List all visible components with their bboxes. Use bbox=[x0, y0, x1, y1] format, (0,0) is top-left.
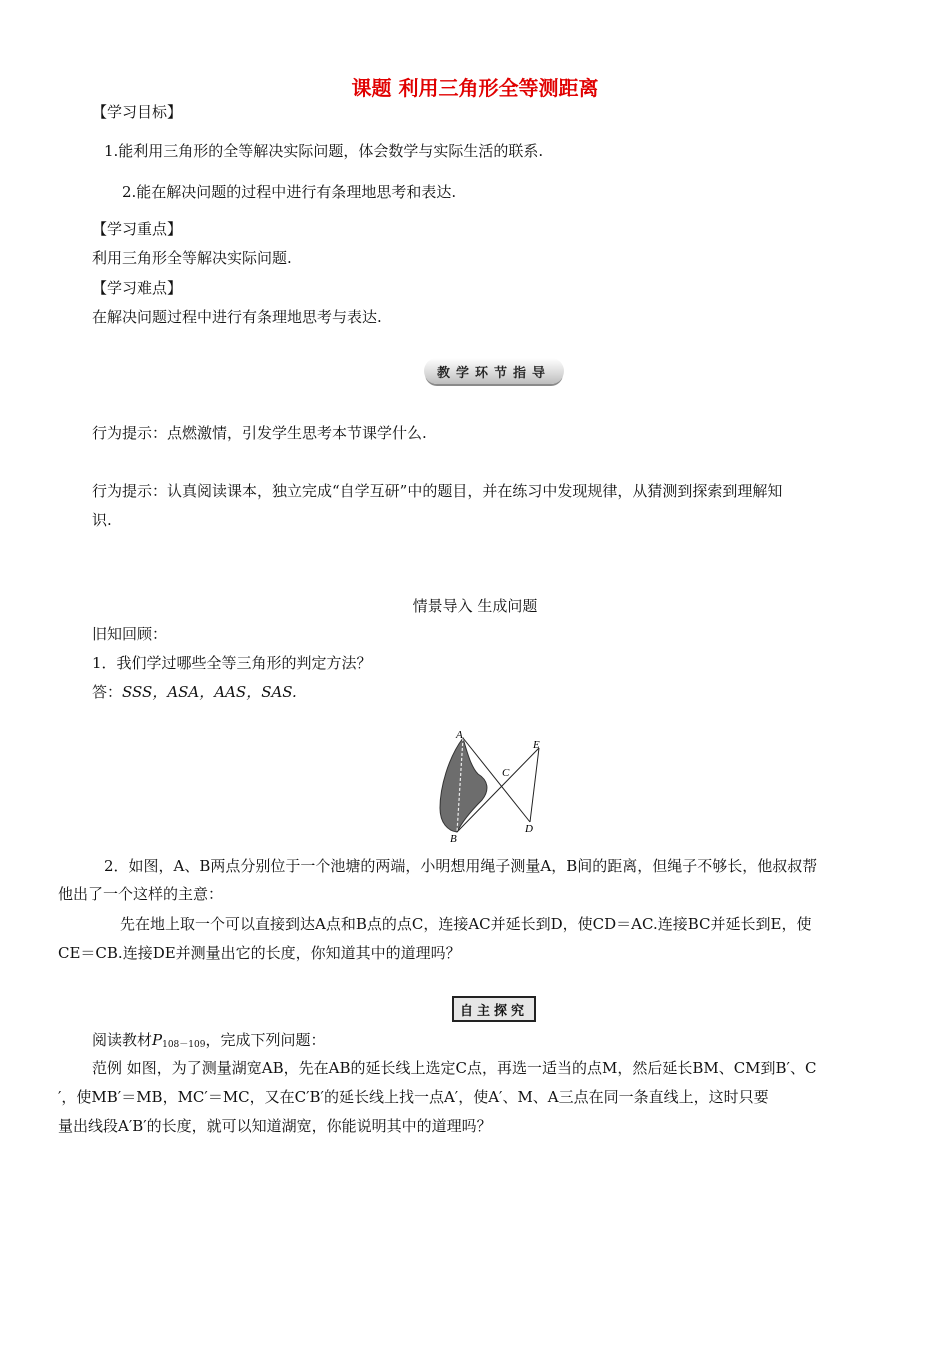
teaching-guide-banner: 教学环节指导 bbox=[424, 358, 564, 384]
goal-item-1: 1.能利用三角形的全等解决实际问题，体会数学与实际生活的联系. bbox=[104, 142, 544, 160]
review-heading: 旧知回顾： bbox=[92, 625, 168, 643]
segment-ed bbox=[530, 748, 539, 822]
hint-2-line-1: 行为提示：认真阅读课本，独立完成“自学互研”中的题目，并在练习中发现规律，从猜测到探索到理解知 bbox=[92, 482, 783, 500]
answer-text: SSS，ASA，AAS，SAS. bbox=[122, 683, 297, 701]
self-study-banner: 自主探究 bbox=[452, 996, 536, 1022]
section-title: 情景导入 生成问题 bbox=[412, 597, 538, 615]
label-c: C bbox=[502, 767, 510, 779]
label-b: B bbox=[450, 833, 457, 845]
example-line-1: 范例 如图，为了测量湖宽AB，先在AB的延长线上选定C点，再选一适当的点M，然后延长BM、CM到B′、C bbox=[92, 1059, 817, 1077]
label-e: E bbox=[533, 739, 540, 751]
question-2-line-3: 先在地上取一个可以直接到达A点和B点的点C，连接AC并延长到D，使CD＝AC.连接BC并延长到E，使 bbox=[120, 915, 812, 933]
reading-suffix: ，完成下列问题： bbox=[205, 1031, 326, 1049]
difficulty-text: 在解决问题过程中进行有条理地思考与表达. bbox=[92, 308, 382, 326]
question-2-line-1: 2．如图，A、B两点分别位于一个池塘的两端，小明想用绳子测量A，B间的距离，但绳子不够长，他叔叔帮 bbox=[104, 857, 818, 875]
pond-shape bbox=[440, 738, 487, 832]
label-d: D bbox=[525, 823, 533, 835]
question-2-line-2: 他出了一个这样的主意： bbox=[58, 885, 224, 903]
goals-heading: 【学习目标】 bbox=[92, 103, 183, 121]
label-a: A bbox=[456, 729, 463, 741]
pond-triangle-figure bbox=[430, 728, 580, 848]
goal-item-2: 2.能在解决问题的过程中进行有条理地思考和表达. bbox=[122, 183, 457, 201]
reading-instruction bbox=[92, 1030, 325, 1055]
example-line-2: ′，使MB′＝MB，MC′＝MC，又在C′B′的延长线上找一点A′，使A′、M、A三点在同一条直线上，这时只要 bbox=[58, 1088, 769, 1106]
hint-1: 行为提示：点燃激情，引发学生思考本节课学什么. bbox=[92, 424, 427, 442]
review-answer bbox=[92, 682, 297, 702]
key-point-text: 利用三角形全等解决实际问题. bbox=[92, 249, 292, 267]
question-2-line-4: CE＝CB.连接DE并测量出它的长度，你知道其中的道理吗？ bbox=[58, 944, 461, 962]
reading-prefix: 阅读教材 bbox=[92, 1031, 153, 1049]
review-question-1: 1．我们学过哪些全等三角形的判定方法？ bbox=[92, 654, 372, 672]
key-point-heading: 【学习重点】 bbox=[92, 220, 183, 238]
example-line-3: 量出线段A′B′的长度，就可以知道湖宽，你能说明其中的道理吗？ bbox=[58, 1117, 492, 1135]
answer-prefix: 答： bbox=[92, 683, 123, 701]
page-title: 课题 利用三角形全等测距离 bbox=[351, 76, 599, 100]
reading-page-range: 108－109 bbox=[162, 1040, 206, 1050]
hint-2-line-2: 识. bbox=[92, 511, 112, 529]
difficulty-heading: 【学习难点】 bbox=[92, 279, 183, 297]
reading-page-p: P bbox=[152, 1031, 163, 1049]
